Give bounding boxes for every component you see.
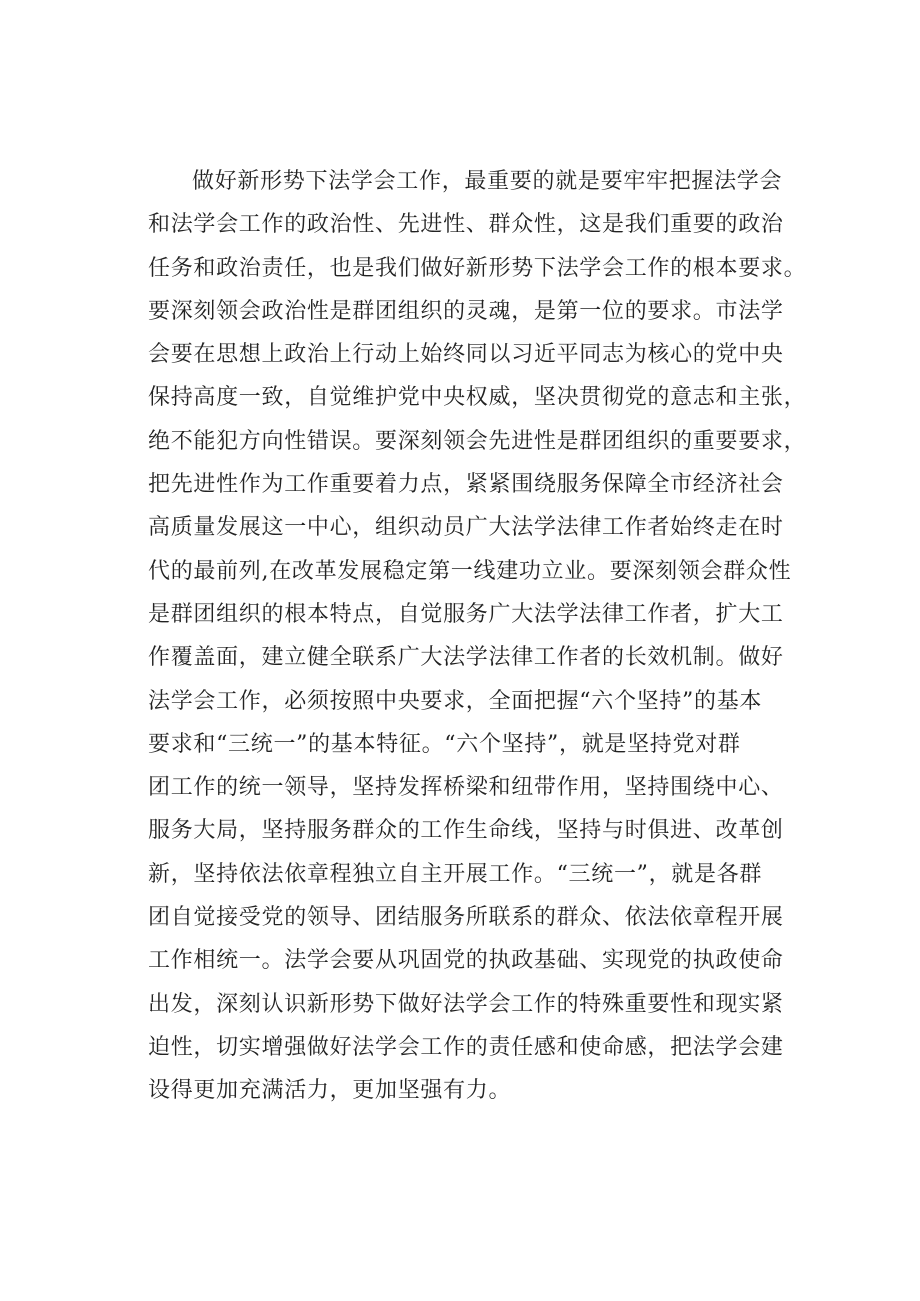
paragraph-line: 和法学会工作的政治性、先进性、群众性，这是我们重要的政治	[148, 212, 784, 238]
paragraph-line: 保持高度一致，自觉维护党中央权威，坚决贯彻党的意志和主张，	[148, 385, 807, 411]
paragraph-line: 把先进性作为工作重要着力点，紧紧围绕服务保障全市经济社会	[148, 472, 784, 498]
paragraph-line: 要深刻领会政治性是群团组织的灵魂，是第一位的要求。市法学	[148, 298, 784, 324]
paragraph-line: 工作相统一。法学会要从巩固党的执政基础、实现党的执政使命	[148, 948, 784, 974]
paragraph-line: 团工作的统一领导，坚持发挥桥梁和纽带作用，坚持围绕中心、	[148, 775, 784, 801]
paragraph-line: 任务和政治责任，也是我们做好新形势下法学会工作的根本要求。	[148, 255, 807, 281]
paragraph-line: 服务大局，坚持服务群众的工作生命线，坚持与时俱进、改革创	[148, 818, 784, 844]
paragraph-line: 团自觉接受党的领导、团结服务所联系的群众、依法依章程开展	[148, 905, 784, 931]
body-paragraph	[148, 160, 808, 1113]
paragraph-line: 代的最前列,在改革发展稳定第一线建功立业。要深刻领会群众性	[148, 558, 792, 584]
paragraph-line: 法学会工作，必须按照中央要求，全面把握“六个坚持”的基本	[148, 688, 763, 714]
paragraph-line: 高质量发展这一中心，组织动员广大法学法律工作者始终走在时	[148, 515, 784, 541]
paragraph-line: 新，坚持依法依章程独立自主开展工作。“三统一”，就是各群	[148, 861, 763, 887]
paragraph-line: 是群团组织的根本特点，自觉服务广大法学法律工作者，扩大工	[148, 601, 784, 627]
paragraph-line: 设得更加充满活力，更加坚强有力。	[148, 1078, 512, 1104]
paragraph-line: 要求和“三统一”的基本特征。“六个坚持”，就是坚持党对群	[148, 731, 741, 757]
paragraph-line: 出发，深刻认识新形势下做好法学会工作的特殊重要性和现实紧	[148, 991, 784, 1017]
paragraph-line: 做好新形势下法学会工作，最重要的就是要牢牢把握法学会	[192, 169, 783, 194]
paragraph-line: 会要在思想上政治上行动上始终同以习近平同志为核心的党中央	[148, 342, 784, 368]
paragraph-line: 作覆盖面，建立健全联系广大法学法律工作者的长效机制。做好	[148, 645, 784, 671]
paragraph-line: 绝不能犯方向性错误。要深刻领会先进性是群团组织的重要要求，	[148, 428, 807, 454]
paragraph-line: 迫性，切实增强做好法学会工作的责任感和使命感，把法学会建	[148, 1034, 784, 1060]
